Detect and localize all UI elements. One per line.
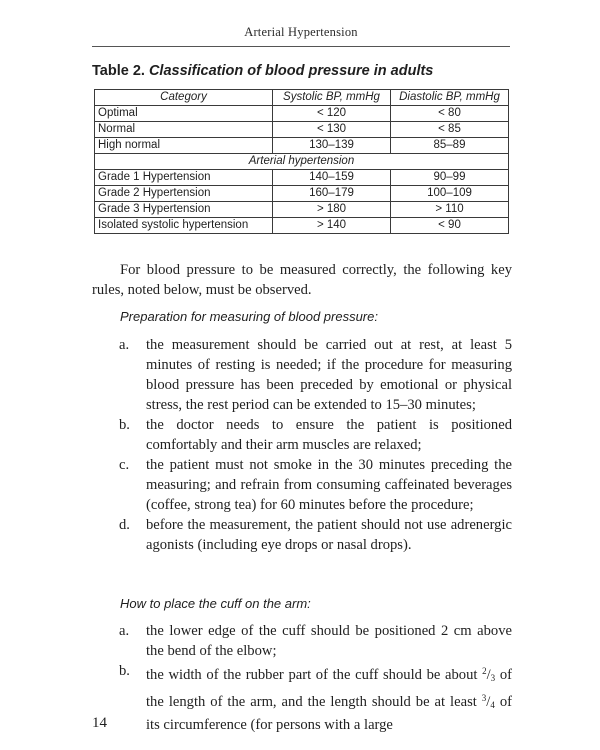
- fraction-numerator: 2: [482, 666, 487, 676]
- diastolic-cell: 90–99: [391, 170, 509, 186]
- list-marker: c.: [119, 457, 130, 473]
- category-cell: Optimal: [95, 106, 273, 122]
- list-item-text: the lower edge of the cuff should be positioned 2 cm above the bend of the elbow;: [146, 623, 512, 659]
- fraction-denominator: 3: [490, 673, 496, 683]
- table-title: [92, 63, 433, 79]
- list-item: [92, 515, 512, 555]
- table-row: [95, 202, 509, 218]
- fraction-numerator: 3: [481, 693, 487, 703]
- list-item-text: the width of the rubber part of the cuff should be about $^2/_3$ of the length of the arm, and the length should be at least $^3/_4$ of its circumference (for persons with a large: [146, 666, 512, 733]
- list-marker: b.: [119, 417, 130, 433]
- systolic-cell: > 180: [273, 202, 391, 218]
- text-segment: of the length of the arm, and the length should be at least: [146, 667, 512, 710]
- bp-classification-table: [94, 89, 509, 234]
- list-item: [92, 335, 512, 415]
- section-label-arterial-hypertension: Arterial hypertension: [95, 154, 509, 170]
- table-row: [95, 106, 509, 122]
- intro-paragraph: For blood pressure to be measured correctly, the following key rules, noted below, must be observed.: [92, 262, 512, 298]
- category-cell: Grade 1 Hypertension: [95, 170, 273, 186]
- diastolic-cell: < 85: [391, 122, 509, 138]
- text-segment: the width of the rubber part of the cuff should be about: [146, 667, 483, 683]
- list-item: [92, 621, 512, 661]
- diastolic-cell: < 90: [391, 218, 509, 234]
- systolic-cell: 140–159: [273, 170, 391, 186]
- fraction-denominator: 4: [490, 700, 495, 710]
- header-rule: [92, 46, 510, 47]
- diastolic-cell: 85–89: [391, 138, 509, 154]
- list-marker: b.: [119, 663, 130, 679]
- list-item: [92, 415, 512, 455]
- cuff-list: [92, 621, 512, 735]
- running-header: Arterial Hypertension: [244, 25, 358, 39]
- table-row: [95, 186, 509, 202]
- list-item-text: before the measurement, the patient should not use adrenergic agonists (including eye drops or nasal drops).: [146, 517, 512, 553]
- category-cell: Grade 2 Hypertension: [95, 186, 273, 202]
- category-cell: Normal: [95, 122, 273, 138]
- systolic-cell: < 130: [273, 122, 391, 138]
- cuff-heading: How to place the cuff on the arm:: [120, 596, 311, 611]
- preparation-heading: Preparation for measuring of blood pressure:: [120, 309, 378, 324]
- systolic-cell: 130–139: [273, 138, 391, 154]
- systolic-cell: 160–179: [273, 186, 391, 202]
- category-cell: Grade 3 Hypertension: [95, 202, 273, 218]
- list-item: [92, 455, 512, 515]
- table-number: Table 2.: [92, 63, 149, 79]
- list-item-text: the measurement should be carried out at rest, at least 5 minutes of resting is needed; if the procedure for measuring blood pressure has been preceded by emotional or physical stress, the rest period can be extended to 15–30 minutes;: [146, 337, 512, 413]
- table-row: [95, 170, 509, 186]
- table-header-row: [95, 90, 509, 106]
- diastolic-cell: < 80: [391, 106, 509, 122]
- table-row: [95, 122, 509, 138]
- column-header-systolic: Systolic BP, mmHg: [273, 90, 391, 106]
- systolic-cell: > 140: [273, 218, 391, 234]
- list-marker: a.: [119, 337, 130, 353]
- systolic-cell: < 120: [273, 106, 391, 122]
- list-item-text: the patient must not smoke in the 30 minutes preceding the measuring; and refrain from consuming caffeinated beverages (coffee, strong tea) for 60 minutes before the procedure;: [146, 457, 512, 513]
- table-row: [95, 138, 509, 154]
- table-row: [95, 218, 509, 234]
- list-item-text: the doctor needs to ensure the patient is positioned comfortably and their arm muscles are relaxed;: [146, 417, 512, 453]
- category-cell: Isolated systolic hypertension: [95, 218, 273, 234]
- preparation-list: [92, 335, 512, 555]
- column-header-category: Category: [95, 90, 273, 106]
- list-item: [92, 661, 512, 735]
- column-header-diastolic: Diastolic BP, mmHg: [391, 90, 509, 106]
- category-cell: High normal: [95, 138, 273, 154]
- text-segment: of its circumference (for persons with a large: [146, 694, 512, 733]
- diastolic-cell: > 110: [391, 202, 509, 218]
- table-caption: Classification of blood pressure in adults: [148, 63, 434, 79]
- diastolic-cell: 100–109: [391, 186, 509, 202]
- list-marker: d.: [119, 517, 130, 533]
- list-marker: a.: [119, 623, 130, 639]
- table-section-row: [95, 154, 509, 170]
- page-number: 14: [92, 715, 107, 731]
